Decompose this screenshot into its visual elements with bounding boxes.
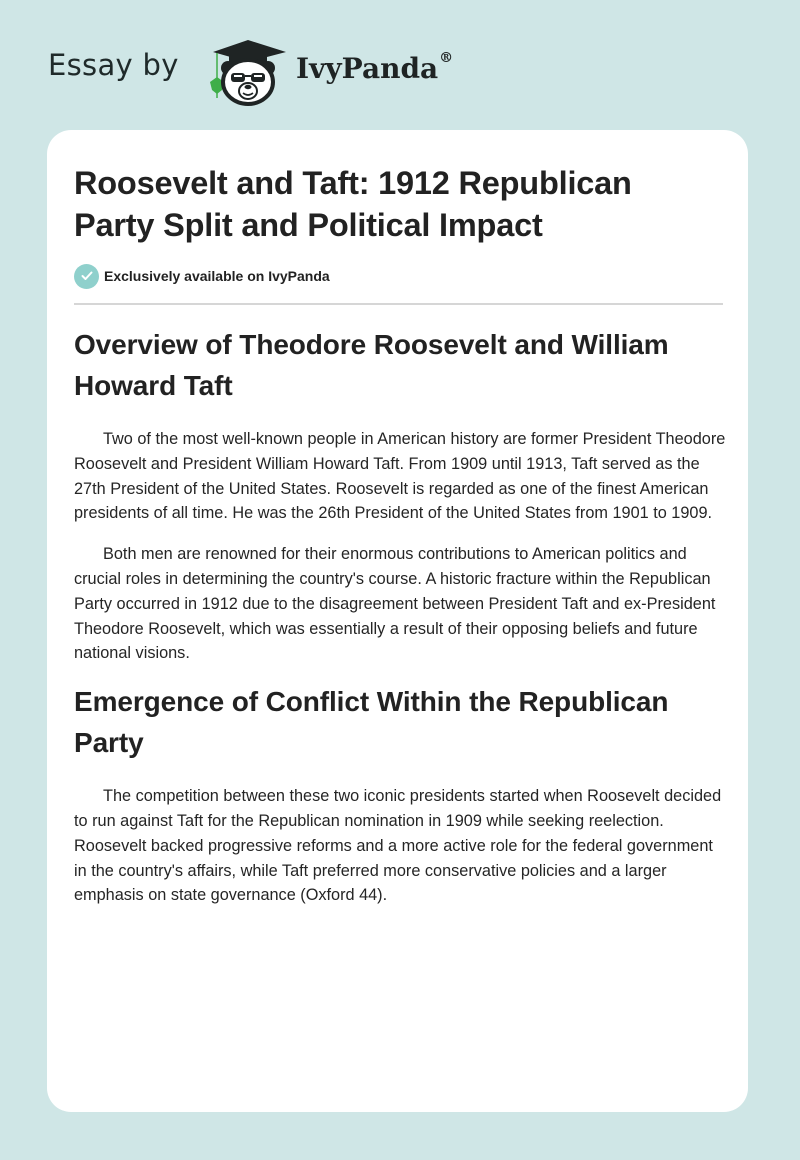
- essay-card: [47, 130, 748, 1112]
- badge-text: Exclusively available on IvyPanda: [104, 268, 330, 284]
- essay-by-label: Essay by: [48, 48, 179, 82]
- paragraph: Two of the most well-known people in American history are former President Theodore Roosevelt and President William Howard Taft. From 1909 until 1913, Taft served as the 27th President of the United States. Roosevelt is regarded as one of the finest American presidents of all time. He was the 26th President of the United States from 1901 to 1909.: [74, 430, 726, 523]
- paragraph: Both men are renowned for their enormous contributions to American politics and crucial roles in determining the country's course. A historic fracture within the Republican Party occurred in 1912 due to the disagreement between President Taft and ex-President Theodore Roosevelt, which was essentially a result of their opposing beliefs and future national visions.: [74, 545, 716, 663]
- essay-title: Roosevelt and Taft: 1912 Republican Party Split and Political Impact: [74, 165, 632, 243]
- section-heading: Emergence of Conflict Within the Republican Party: [74, 686, 669, 759]
- registered-mark: ®: [439, 50, 454, 66]
- paragraph: The competition between these two iconic presidents started when Roosevelt decided to run against Taft for the Republican nomination in 1909 while seeking reelection. Roosevelt backed progressive reforms and a more active role for the federal government in the country's affairs, while Taft preferred more conservative policies and a larger emphasis on state governance (Oxford 44).: [74, 787, 722, 905]
- site-header: [0, 0, 800, 125]
- essay-body: [74, 322, 726, 908]
- exclusive-badge: [74, 263, 330, 289]
- brand-text: IvyPanda: [296, 52, 439, 85]
- check-circle-icon: [74, 264, 99, 289]
- brand-name[interactable]: [296, 52, 453, 85]
- divider: [74, 303, 723, 305]
- section-heading: Overview of Theodore Roosevelt and William Howard Taft: [74, 329, 669, 401]
- panda-graduate-logo-icon[interactable]: [203, 36, 293, 108]
